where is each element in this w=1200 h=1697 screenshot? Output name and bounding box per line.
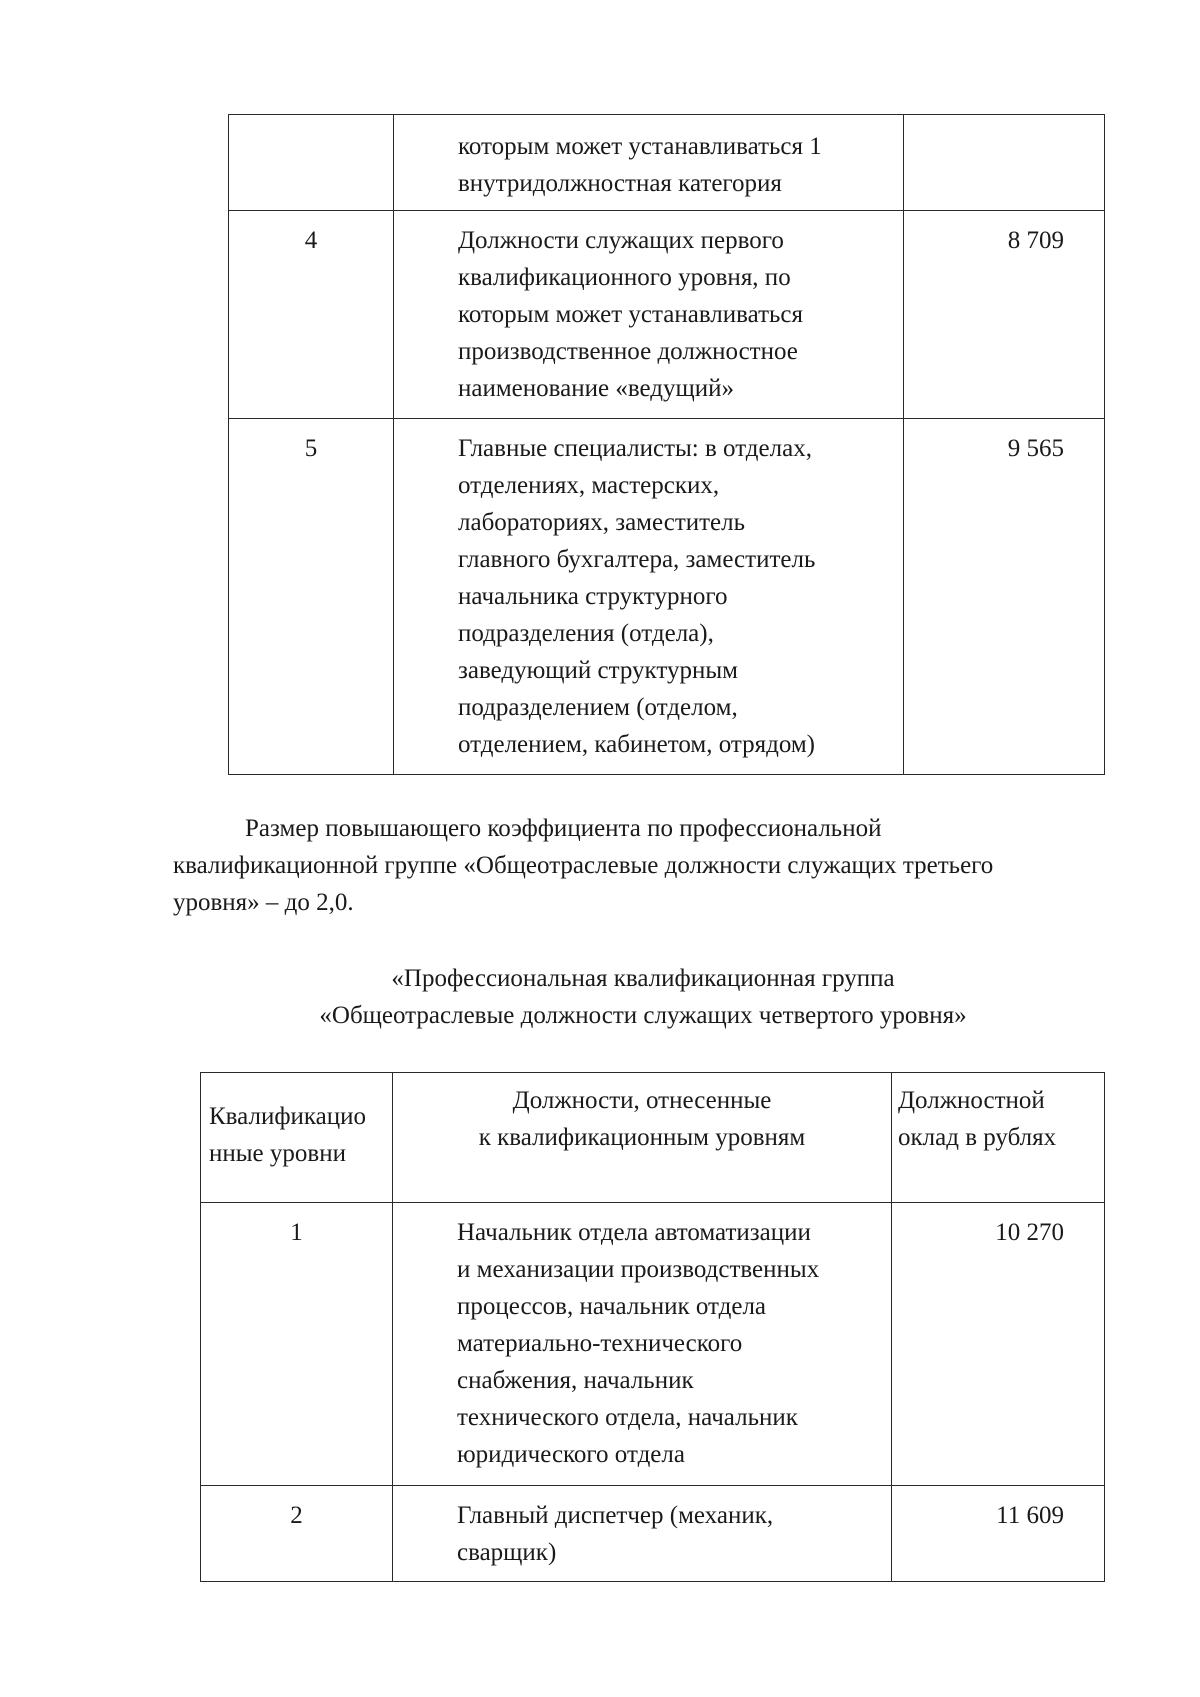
level-cell	[229, 115, 394, 211]
table-header-row	[201, 1073, 1105, 1203]
table-row	[229, 419, 1105, 775]
positions-cell: которым может устанавливаться 1 внутридолжностная категория	[394, 115, 904, 211]
salary-table-third-level	[228, 114, 1105, 775]
level-cell: 1	[201, 1203, 393, 1486]
salary-cell	[904, 115, 1105, 211]
salary-table-fourth-level	[200, 1072, 1105, 1582]
header-positions: Должности, отнесенные к квалификационным уровням	[393, 1073, 892, 1203]
level-cell: 4	[229, 211, 394, 419]
section-heading: «Профессиональная квалификационная группа «Общеотраслевые должности служащих четвертого уровня»	[319, 965, 967, 1029]
table-row	[201, 1486, 1105, 1582]
coefficient-paragraph: Размер повышающего коэффициента по профессиональной квалификационной группе «Общеотраслевые должности служащих третьего уровня» – до 2,0.	[173, 815, 994, 916]
positions-cell: Начальник отдела автоматизации и механизации производственных процессов, начальник отдела материально-технического снабжения, начальник технического отдела, начальник юридического отдела	[393, 1203, 892, 1486]
salary-cell: 9 565	[904, 419, 1105, 775]
table-row	[229, 211, 1105, 419]
table-row	[229, 115, 1105, 211]
header-salary: Должностной оклад в рублях	[892, 1073, 1105, 1203]
salary-cell: 8 709	[904, 211, 1105, 419]
table-row	[201, 1203, 1105, 1486]
level-cell: 5	[229, 419, 394, 775]
salary-cell: 11 609	[892, 1486, 1105, 1582]
level-cell: 2	[201, 1486, 393, 1582]
header-level: Квалификацио нные уровни	[201, 1073, 393, 1203]
salary-cell: 10 270	[892, 1203, 1105, 1486]
positions-cell: Главные специалисты: в отделах, отделениях, мастерских, лабораториях, заместитель главного бухгалтера, заместитель начальника структурного подразделения (отдела), заведующий структурным подразделением (отделом, отделением, кабинетом, отрядом)	[394, 419, 904, 775]
positions-cell: Главный диспетчер (механик, сварщик)	[393, 1486, 892, 1582]
positions-cell: Должности служащих первого квалификационного уровня, по которым может устанавливаться производственное должностное наименование «ведущий»	[394, 211, 904, 419]
